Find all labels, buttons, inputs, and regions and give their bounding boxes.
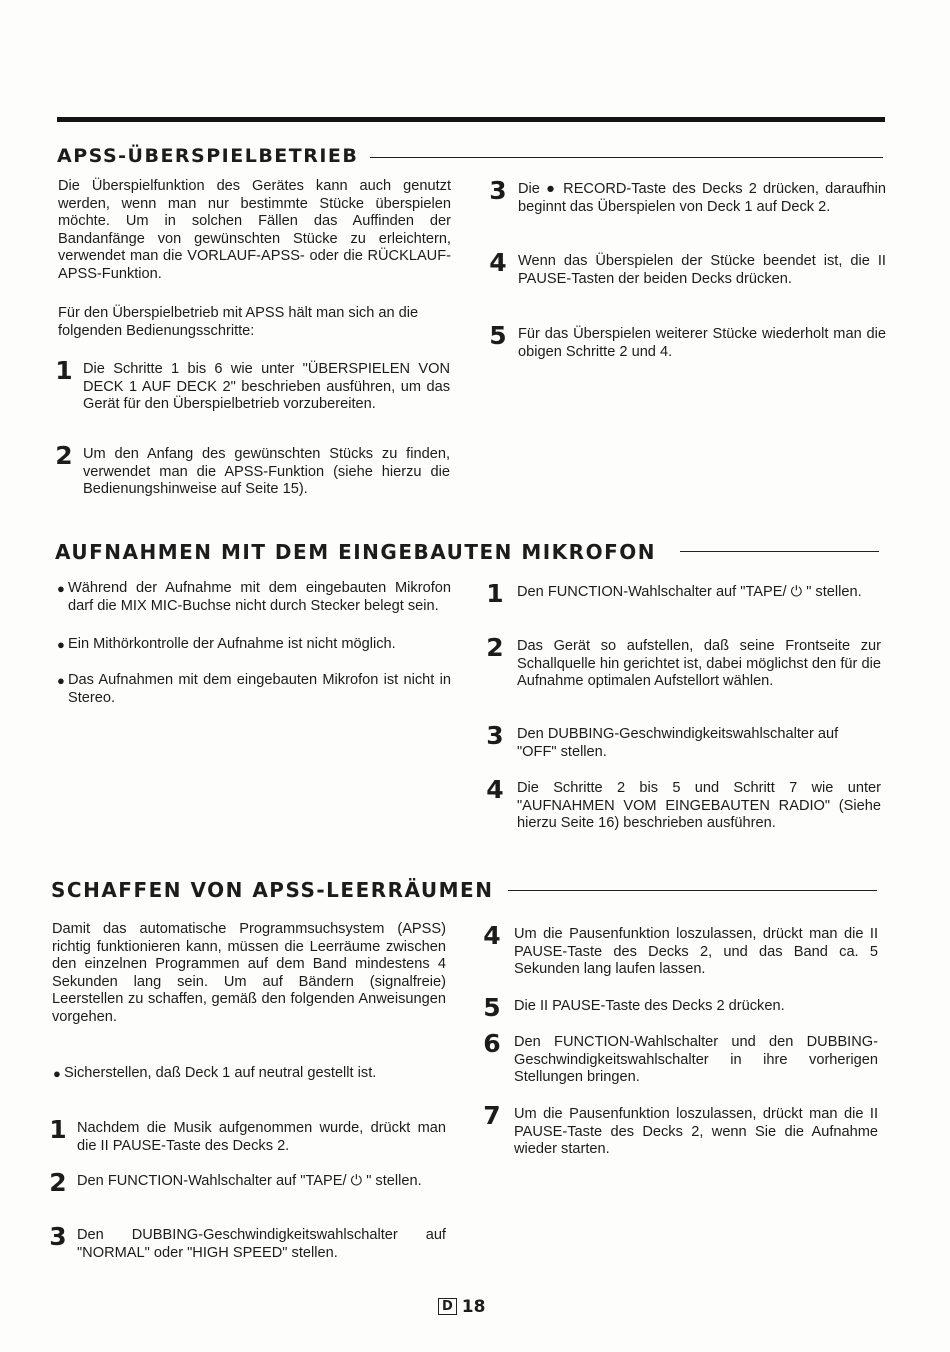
step-text: Die ● RECORD-Taste des Decks 2 drücken, daraufhin beginnt das Überspielen von Deck 1 auf Deck 2. [518, 181, 886, 215]
bullet-icon: ● [57, 581, 65, 596]
step-text: Wenn das Überspielen der Stücke beendet ist, die II PAUSE-Tasten der beiden Decks drücken. [518, 253, 886, 287]
step-text: Den DUBBING-Geschwindigkeitswahlschalter auf "NORMAL" oder "HIGH SPEED" stellen. [77, 1227, 446, 1261]
step-number: 3 [486, 721, 504, 750]
step-number: 5 [483, 993, 501, 1022]
mic-bullet-3 [57, 672, 451, 707]
step-number: 1 [55, 356, 73, 385]
gaps-intro: Damit das automatische Programmsuchsystem (APSS) richtig funktionieren kann, müssen die Leerräume zwischen den einzelnen Programmen auf dem Band mindestens 4 Sekunden lang sein. Um auf Bändern (signalfreie) Leerstellen zu schaffen, gemäß den folgenden Anweisungen vorgehen. [52, 921, 446, 1025]
step-text: Den DUBBING-Geschwindigkeitswahlschalter auf "OFF" stellen. [517, 726, 839, 760]
step-number: 6 [483, 1029, 501, 1058]
step-number: 1 [486, 579, 504, 608]
apss-intro-2: Für den Überspielbetrieb mit APSS hält man sich an die folgenden Bedienungsschritte: [58, 305, 419, 339]
step-text: Den FUNCTION-Wahlschalter und den DUBBING-Geschwindigkeitswahlschalter in ihre vorherigen Stellungen bringen. [514, 1034, 878, 1085]
bullet-icon: ● [57, 637, 65, 652]
step-text: Den FUNCTION-Wahlschalter auf "TAPE/ ⏻ " stellen. [77, 1173, 422, 1189]
step-text: Um die Pausenfunktion loszulassen, drückt man die II PAUSE-Taste des Decks 2, wenn Sie die Aufnahme wieder starten. [514, 1106, 878, 1157]
step-text: Nachdem die Musik aufgenommen wurde, drückt man die II PAUSE-Taste des Decks 2. [77, 1120, 446, 1154]
step-number: 5 [489, 321, 507, 350]
heading-rule [370, 157, 883, 158]
mic-bullet-2 [57, 636, 451, 654]
step-number: 2 [55, 441, 73, 470]
step-number: 2 [49, 1168, 67, 1197]
step-text: Die II PAUSE-Taste des Decks 2 drücken. [514, 998, 785, 1014]
section-heading-apss: APSS-ÜBERSPIELBETRIEB [57, 145, 359, 167]
step-number: 3 [49, 1222, 67, 1251]
step-text: Um den Anfang des gewünschten Stücks zu finden, verwendet man die APSS-Funktion (siehe hierzu die Bedienungshinweise auf Seite 15). [83, 446, 450, 497]
step-number: 4 [486, 775, 504, 804]
bullet-text: Während der Aufnahme mit dem eingebauten Mikrofon darf die MIX MIC-Buchse nicht durch Stecker belegt sein. [68, 580, 451, 614]
top-rule [57, 117, 885, 122]
bullet-text: Ein Mithörkontrolle der Aufnahme ist nicht möglich. [68, 636, 396, 652]
mic-bullet-1 [57, 580, 451, 615]
step-text: Den FUNCTION-Wahlschalter auf "TAPE/ ⏻ " stellen. [517, 584, 862, 600]
section-heading-mic: AUFNAHMEN MIT DEM EINGEBAUTEN MIKROFON [55, 540, 656, 564]
bullet-text: Sicherstellen, daß Deck 1 auf neutral gestellt ist. [64, 1065, 377, 1081]
gaps-bullet [53, 1065, 446, 1083]
heading-rule [680, 551, 879, 552]
apss-intro: Die Überspielfunktion des Gerätes kann auch genutzt werden, wenn man nur bestimmte Stücke überspielen möchte. Um in solchen Fällen das Auffinden der Bandanfänge von gewünschten Stücke zu erleichtern, verwendet man die VORLAUF-APSS- oder die RÜCKLAUF-APSS-Funktion. [58, 178, 451, 282]
bullet-text: Das Aufnahmen mit dem eingebauten Mikrofon ist nicht in Stereo. [68, 672, 451, 706]
step-number: 3 [489, 176, 507, 205]
step-text: Für das Überspielen weiterer Stücke wiederholt man die obigen Schritte 2 und 4. [518, 326, 886, 360]
step-text: Um die Pausenfunktion loszulassen, drückt man die II PAUSE-Taste des Decks 2, und das Band ca. 5 Sekunden lang laufen lassen. [514, 926, 878, 977]
step-number: 1 [49, 1115, 67, 1144]
section-heading-gaps: SCHAFFEN VON APSS-LEERRÄUMEN [51, 878, 494, 902]
step-text: Das Gerät so aufstellen, daß seine Frontseite zur Schallquelle hin gerichtet ist, dabei möglichst den für die Aufnahme optimalen Aufstellort wählen. [517, 638, 881, 689]
step-text: Die Schritte 2 bis 5 und Schritt 7 wie unter "AUFNAHMEN VOM EINGEBAUTEN RADIO" (Siehe hierzu Seite 16) beschrieben ausführen. [517, 780, 881, 831]
step-number: 4 [489, 248, 507, 277]
page-number: 18 [461, 1297, 486, 1317]
step-number: 2 [486, 633, 504, 662]
bullet-icon: ● [53, 1066, 61, 1081]
language-box: D [438, 1298, 457, 1315]
step-text: Die Schritte 1 bis 6 wie unter "ÜBERSPIELEN VON DECK 1 AUF DECK 2" beschrieben ausführen, um das Gerät für den Überspielbetrieb vorzubereiten. [83, 361, 450, 412]
step-number: 7 [483, 1101, 501, 1130]
bullet-icon: ● [57, 673, 65, 688]
heading-rule [508, 890, 877, 891]
page-footer [438, 1297, 485, 1317]
step-number: 4 [483, 921, 501, 950]
